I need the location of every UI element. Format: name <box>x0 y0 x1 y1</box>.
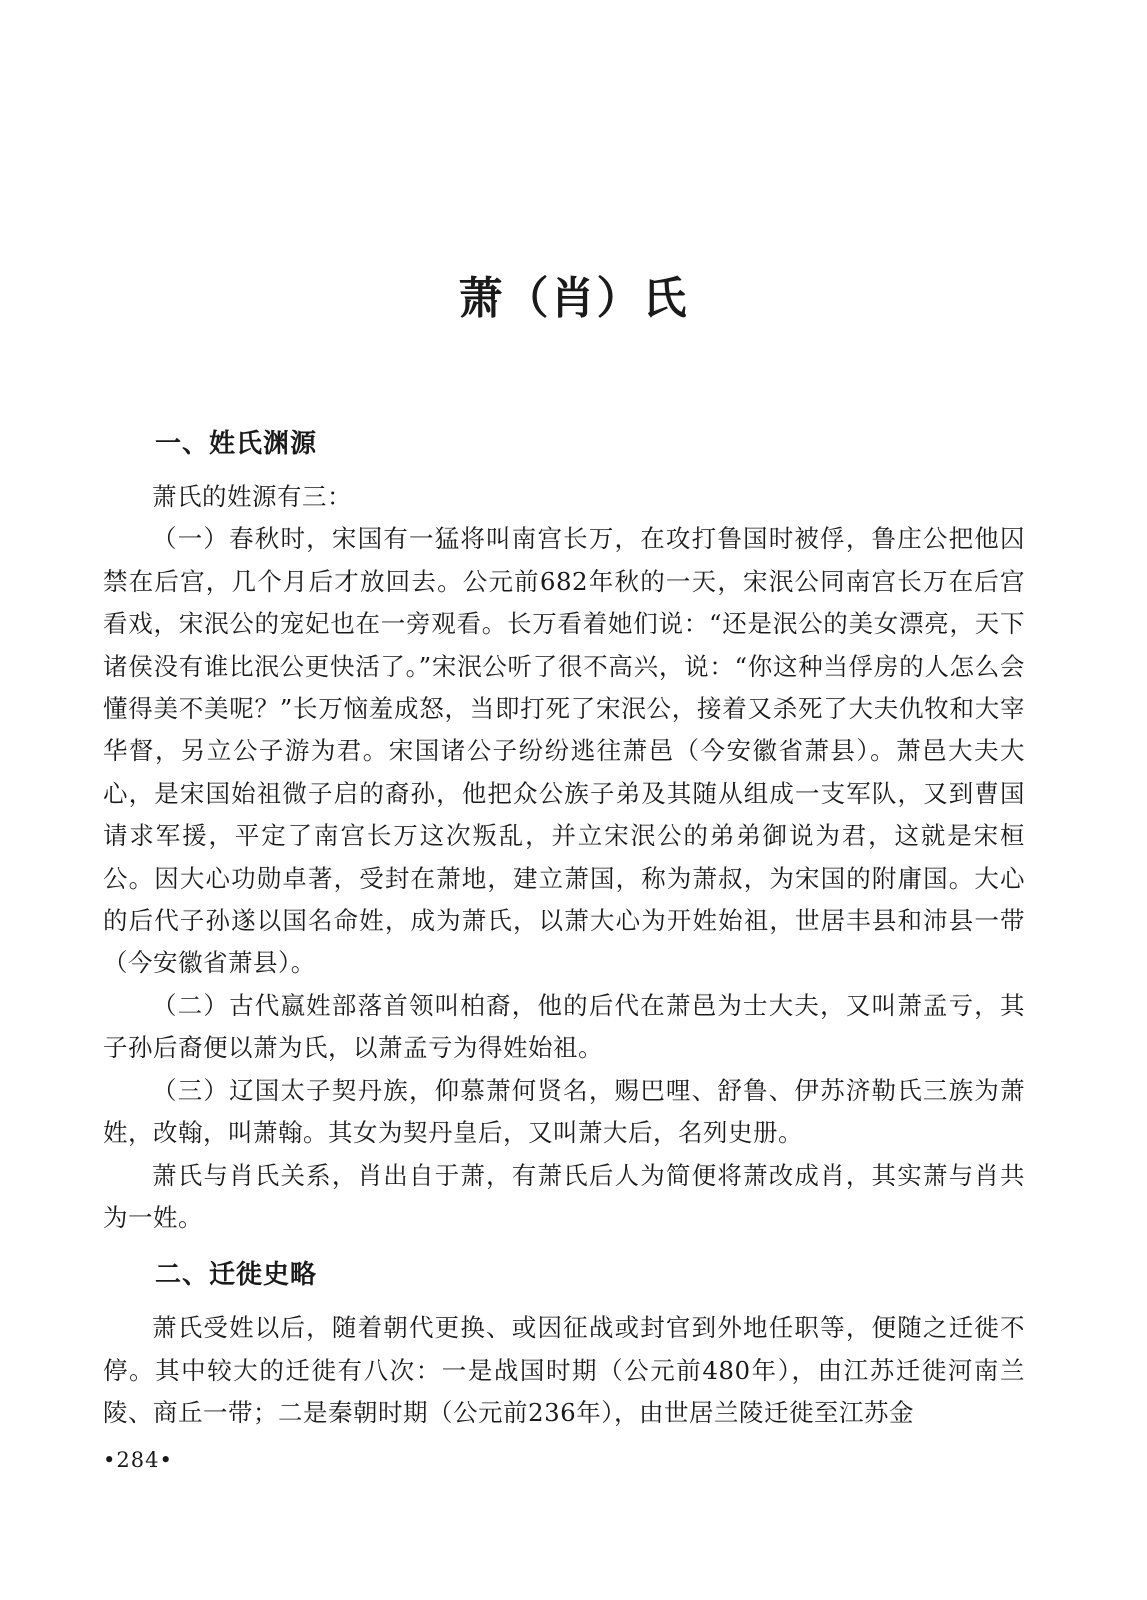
paragraph: 萧氏的姓源有三： <box>152 482 352 511</box>
paragraph: （二）古代嬴姓部落首领叫柏裔，他的后代在萧邑为士大夫，又叫萧孟亏，其子孙后裔便以萧为氏，以萧孟亏为得姓始祖。 <box>103 990 1025 1063</box>
section-heading-origin: 一、姓氏渊源 <box>155 429 318 459</box>
section-heading-migration: 二、迁徙史略 <box>155 1260 318 1291</box>
paragraph: （一）春秋时，宋国有一猛将叫南宫长万，在攻打鲁国时被俘，鲁庄公把他囚禁在后宫，几个月后才放回去。公元前682年秋的一天，宋泯公同南宫长万在后宫看戏，宋泯公的宠妃也在一旁观看。长万看着她们说：“还是泯公的美女漂亮，天下诸侯没有谁比泯公更快活了。”宋泯公听了很不高兴，说：“你这种当俘房的人怎么会懂得美不美呢？”长万恼羞成怒，当即打死了宋泯公，接着又杀死了大夫仇牧和大宰华督，另立公子游为君。宋国诸公子纷纷逃往萧邑（今安徽省萧县）。萧邑大夫大心，是宋国始祖微子启的裔孙，他把众公族子弟及其随从组成一支军队，又到曹国请求军援，平定了南宫长万这次叛乱，并立宋泯公的弟弟御说为君，这就是宋桓公。因大心功勋卓著，受封在萧地，建立萧国，称为萧叔，为宋国的附庸国。大心的后代子孙遂以国名命姓，成为萧氏，以萧大心为开姓始祖，世居丰县和沛县一带（今安徽省萧县）。 <box>103 524 1025 978</box>
paragraph: 萧氏受姓以后，随着朝代更换、或因征战或封官到外地任职等，便随之迁徙不停。其中较大的迁徙有八次：一是战国时期（公元前480年），由江苏迁徙河南兰陵、商丘一带；二是秦朝时期（公元前236年），由世居兰陵迁徙至江苏金 <box>103 1313 1025 1428</box>
paragraph: 萧氏与肖氏关系，肖出自于萧，有萧氏后人为简便将萧改成肖，其实萧与肖共为一姓。 <box>103 1160 1025 1232</box>
page-body <box>103 424 1025 1435</box>
page-number: •284• <box>103 1448 173 1472</box>
paragraph: （三）辽国太子契丹族，仰慕萧何贤名，赐巴哩、舒鲁、伊苏济勒氏三族为萧姓，改翰，叫萧翰。其女为契丹皇后，又叫萧大后，名列史册。 <box>103 1075 1025 1148</box>
page-title: 萧（肖）氏 <box>458 273 689 324</box>
